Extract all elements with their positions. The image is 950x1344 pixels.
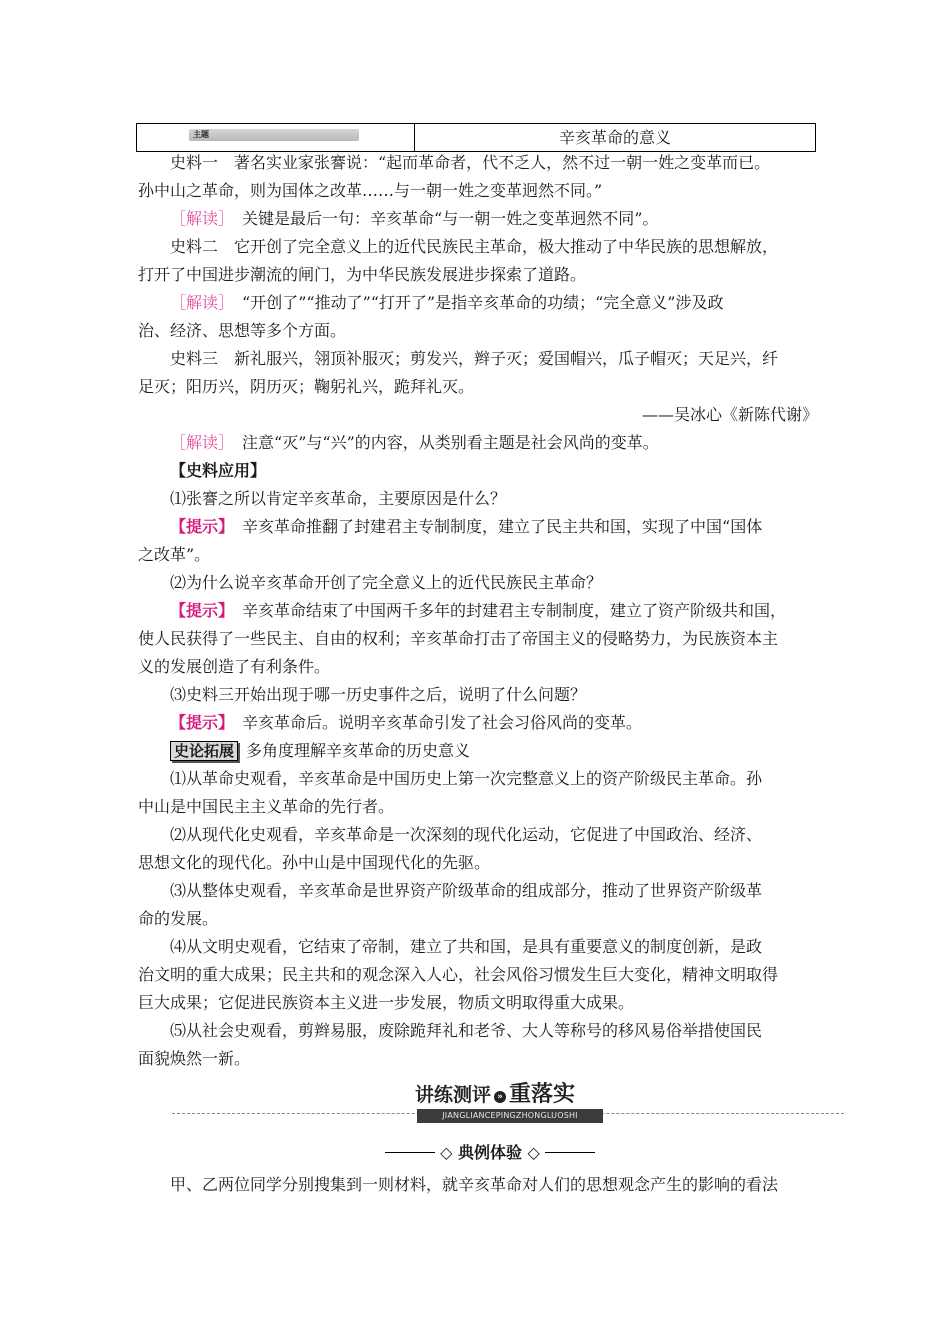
paragraph-line: 孙中山之革命，则为国体之改革……与一朝一姓之变革迥然不同。” xyxy=(138,181,603,200)
paragraph-line: ⑸从社会史观看，剪辫易服，废除跪拜礼和老爷、大人等称号的移风易俗举措使国民 xyxy=(170,1021,763,1040)
subheading-text: ◇ 典例体验 ◇ xyxy=(440,1143,540,1162)
paragraph-line: 史料一 著名实业家张謇说：“起而革命者，代不乏人，然不过一朝一姓之变革而已。 xyxy=(170,153,771,172)
banner-title-emphasis: 重落实 xyxy=(509,1082,576,1107)
hint-tag: 【提示】 xyxy=(170,601,227,620)
hint-tag: 【提示】 xyxy=(170,517,227,536)
topic-badge-label: 主题 xyxy=(193,130,209,139)
paragraph-line: 打开了中国进步潮流的闸门，为中华民族发展进步探索了道路。 xyxy=(138,265,587,284)
paragraph-line: 之改革”。 xyxy=(138,545,211,564)
interpretation-line xyxy=(170,292,818,314)
paragraph-line: 面貌焕然一新。 xyxy=(138,1049,251,1068)
paragraph-line: 中山是中国民主主义革命的先行者。 xyxy=(138,797,395,816)
paragraph-text: 辛亥革命推翻了封建君主专制制度，建立了民主共和国，实现了中国“国体 xyxy=(242,517,763,536)
paragraph-line: 史料三 新礼服兴，翎顶补服灭；剪发兴，辫子灭；爱国帽兴，瓜子帽灭；天足兴，纤 xyxy=(170,349,779,368)
topic-title: 辛亥革命的意义 xyxy=(558,128,671,147)
paragraph-text: 关键是最后一句：辛亥革命“与一朝一姓之变革迥然不同”。 xyxy=(242,209,659,228)
paragraph-line: 义的发展创造了有利条件。 xyxy=(138,657,331,676)
interpretation-tag: ［解读］ xyxy=(170,433,227,452)
paragraph-line: 治文明的重大成果；民主共和的观念深入人心，社会风俗习惯发生巨大变化，精神文明取得 xyxy=(138,965,779,984)
extension-heading-text: 多角度理解辛亥革命的历史意义 xyxy=(246,741,471,760)
subheading-rule-left xyxy=(385,1152,435,1153)
banner-pinyin: JIANGLIANCEPINGZHONGLUOSHI xyxy=(417,1109,603,1123)
hint-line xyxy=(170,712,818,734)
arrow-icon: » xyxy=(494,1091,506,1103)
paragraph-text: 辛亥革命后。说明辛亥革命引发了社会习俗风尚的变革。 xyxy=(242,713,643,732)
section-banner xyxy=(415,1082,605,1128)
paragraph-line: 命的发展。 xyxy=(138,909,219,928)
interpretation-tag: ［解读］ xyxy=(170,209,227,228)
interpretation-line xyxy=(170,208,818,230)
paragraph-text: “开创了”“推动了”“打开了”是指辛亥革命的功绩；“完全意义”涉及政 xyxy=(242,293,724,312)
paragraph-text: 注意“灭”与“兴”的内容，从类别看主题是社会风尚的变革。 xyxy=(242,433,659,452)
topic-label-cell xyxy=(137,124,415,151)
subheading-rule-right xyxy=(545,1152,595,1153)
paragraph-line: 巨大成果；它促进民族资本主义进一步发展，物质文明取得重大成果。 xyxy=(138,993,635,1012)
topic-table xyxy=(136,123,816,152)
interpretation-line xyxy=(170,432,818,454)
extension-label-box: 史论拓展 xyxy=(170,741,238,761)
question-line: ⑵为什么说辛亥革命开创了完全意义上的近代民族民主革命？ xyxy=(170,573,603,592)
paragraph-line: ⑶从整体史观看，辛亥革命是世界资产阶级革命的组成部分，推动了世界资产阶级革 xyxy=(170,881,763,900)
paragraph-line: 治、经济、思想等多个方面。 xyxy=(138,321,347,340)
interpretation-tag: ［解读］ xyxy=(170,293,227,312)
paragraph-line: ⑵从现代化史观看，辛亥革命是一次深刻的现代化运动，它促进了中国政治、经济、 xyxy=(170,825,763,844)
hint-line xyxy=(170,516,818,538)
hint-line xyxy=(170,600,818,622)
example-subheading xyxy=(360,1142,620,1164)
section-heading: 【史料应用】 xyxy=(170,461,267,480)
paragraph-text: 辛亥革命结束了中国两千多年的封建君主专制制度，建立了资产阶级共和国， xyxy=(242,601,787,620)
banner-title xyxy=(415,1082,575,1108)
question-line: ⑴张謇之所以肯定辛亥革命，主要原因是什么？ xyxy=(170,489,507,508)
paragraph-line: 足灭；阳历兴，阴历灭；鞠躬礼兴，跪拜礼灭。 xyxy=(138,377,475,396)
paragraph-line: 甲、乙两位同学分别搜集到一则材料，就辛亥革命对人们的思想观念产生的影响的看法 xyxy=(170,1175,779,1194)
paragraph-line: ⑷从文明史观看，它结束了帝制，建立了共和国，是具有重要意义的制度创新，是政 xyxy=(170,937,763,956)
paragraph-line: ⑴从革命史观看，辛亥革命是中国历史上第一次完整意义上的资产阶级民主革命。孙 xyxy=(170,769,763,788)
question-line: ⑶史料三开始出现于哪一历史事件之后，说明了什么问题？ xyxy=(170,685,587,704)
source-attribution: ——吴冰心《新陈代谢》 xyxy=(641,405,818,424)
hint-tag: 【提示】 xyxy=(170,713,227,732)
paragraph-line: 思想文化的现代化。孙中山是中国现代化的先驱。 xyxy=(138,853,491,872)
banner-title-main: 讲练测评 xyxy=(415,1084,492,1106)
paragraph-line: 使人民获得了一些民主、自由的权利；辛亥革命打击了帝国主义的侵略势力，为民族资本主 xyxy=(138,629,779,648)
paragraph-line: 史料二 它开创了完全意义上的近代民族民主革命，极大推动了中华民族的思想解放， xyxy=(170,237,779,256)
topic-badge xyxy=(189,129,359,141)
extension-heading-line xyxy=(170,740,818,762)
